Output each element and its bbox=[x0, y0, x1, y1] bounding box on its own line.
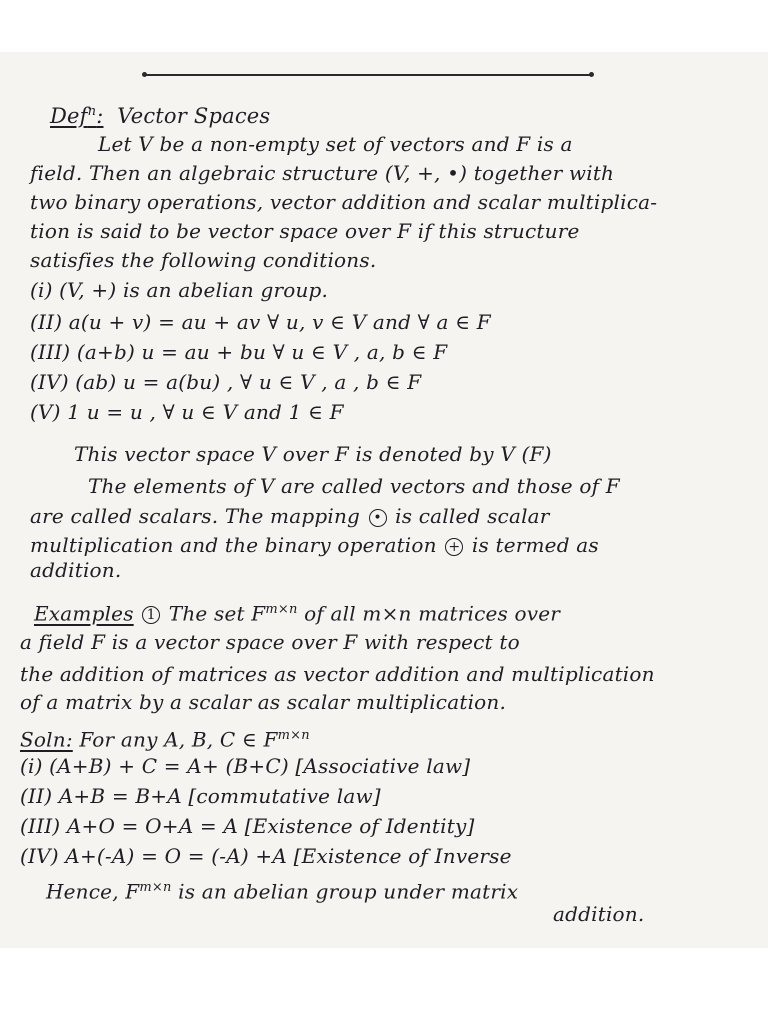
rule-dot-right bbox=[589, 72, 594, 77]
notation-line-4: multiplication and the binary operation + is termed as bbox=[30, 533, 599, 557]
definition-heading bbox=[50, 100, 270, 128]
conclusion-line-2: addition. bbox=[553, 902, 645, 926]
solution-step-2: (II) A+B = B+A [commutative law] bbox=[20, 784, 381, 808]
definition-title: Vector Spaces bbox=[117, 104, 271, 128]
example-line-2: the addition of matrices as vector addition and multiplication bbox=[20, 662, 655, 686]
example-line-3: of a matrix by a scalar as scalar multiplication. bbox=[20, 690, 507, 714]
top-margin bbox=[0, 0, 768, 52]
examples-label: Examples bbox=[34, 601, 134, 626]
notation-line-5: addition. bbox=[30, 558, 122, 582]
definition-line-3: two binary operations, vector addition and scalar multiplica- bbox=[30, 190, 658, 214]
solution-step-3: (III) A+O = O+A = A [Existence of Identity] bbox=[20, 814, 475, 838]
definition-line-1: Let V be a non-empty set of vectors and F is a bbox=[98, 132, 573, 156]
top-rule-line bbox=[145, 74, 593, 76]
notation-line-1: This vector space V over F is denoted by V (F) bbox=[74, 442, 552, 466]
circled-plus-symbol: + bbox=[445, 538, 463, 556]
solution-step-4: (IV) A+(-A) = O = (-A) +A [Existence of Inverse bbox=[20, 844, 512, 868]
condition-2: (II) a(u + v) = au + av ∀ u, v ∈ V and ∀ a ∈ F bbox=[30, 310, 491, 334]
bottom-margin bbox=[0, 948, 768, 1024]
example-number-badge: 1 bbox=[142, 606, 160, 624]
solution-intro: Soln: For any A, B, C ∈ $F^{m\times n}$ bbox=[20, 727, 310, 752]
condition-3: (III) (a+b) u = au + bu ∀ u ∈ V , a, b ∈ F bbox=[30, 340, 448, 364]
conclusion-line-1: Hence, $F^{m\times n}$ is an abelian group under matrix bbox=[46, 879, 519, 904]
solution-label: Soln: bbox=[20, 727, 73, 752]
definition-line-5: satisfies the following conditions. bbox=[30, 248, 377, 272]
condition-5: (V) 1 u = u , ∀ u ∈ V and 1 ∈ F bbox=[30, 400, 344, 424]
notation-line-2: The elements of V are called vectors and those of F bbox=[88, 474, 620, 498]
solution-step-1: (i) (A+B) + C = A+ (B+C) [Associative law] bbox=[20, 754, 471, 778]
scalar-dot-symbol: • bbox=[369, 509, 387, 527]
example-line-1: a field F is a vector space over F with respect to bbox=[20, 630, 520, 654]
condition-4: (IV) (ab) u = a(bu) , ∀ u ∈ V , a , b ∈ F bbox=[30, 370, 422, 394]
definition-line-2: field. Then an algebraic structure (V, +, •) together with bbox=[30, 161, 615, 185]
example-intro: Examples 1 The set $F^{m\times n}$ of all m×n matrices over bbox=[34, 601, 561, 626]
definition-line-4: tion is said to be vector space over F if this structure bbox=[30, 219, 580, 243]
definition-label: Def$^n$: bbox=[50, 104, 104, 128]
condition-1: (i) (V, +) is an abelian group. bbox=[30, 278, 329, 302]
notation-line-3: are called scalars. The mapping • is called scalar bbox=[30, 504, 550, 528]
